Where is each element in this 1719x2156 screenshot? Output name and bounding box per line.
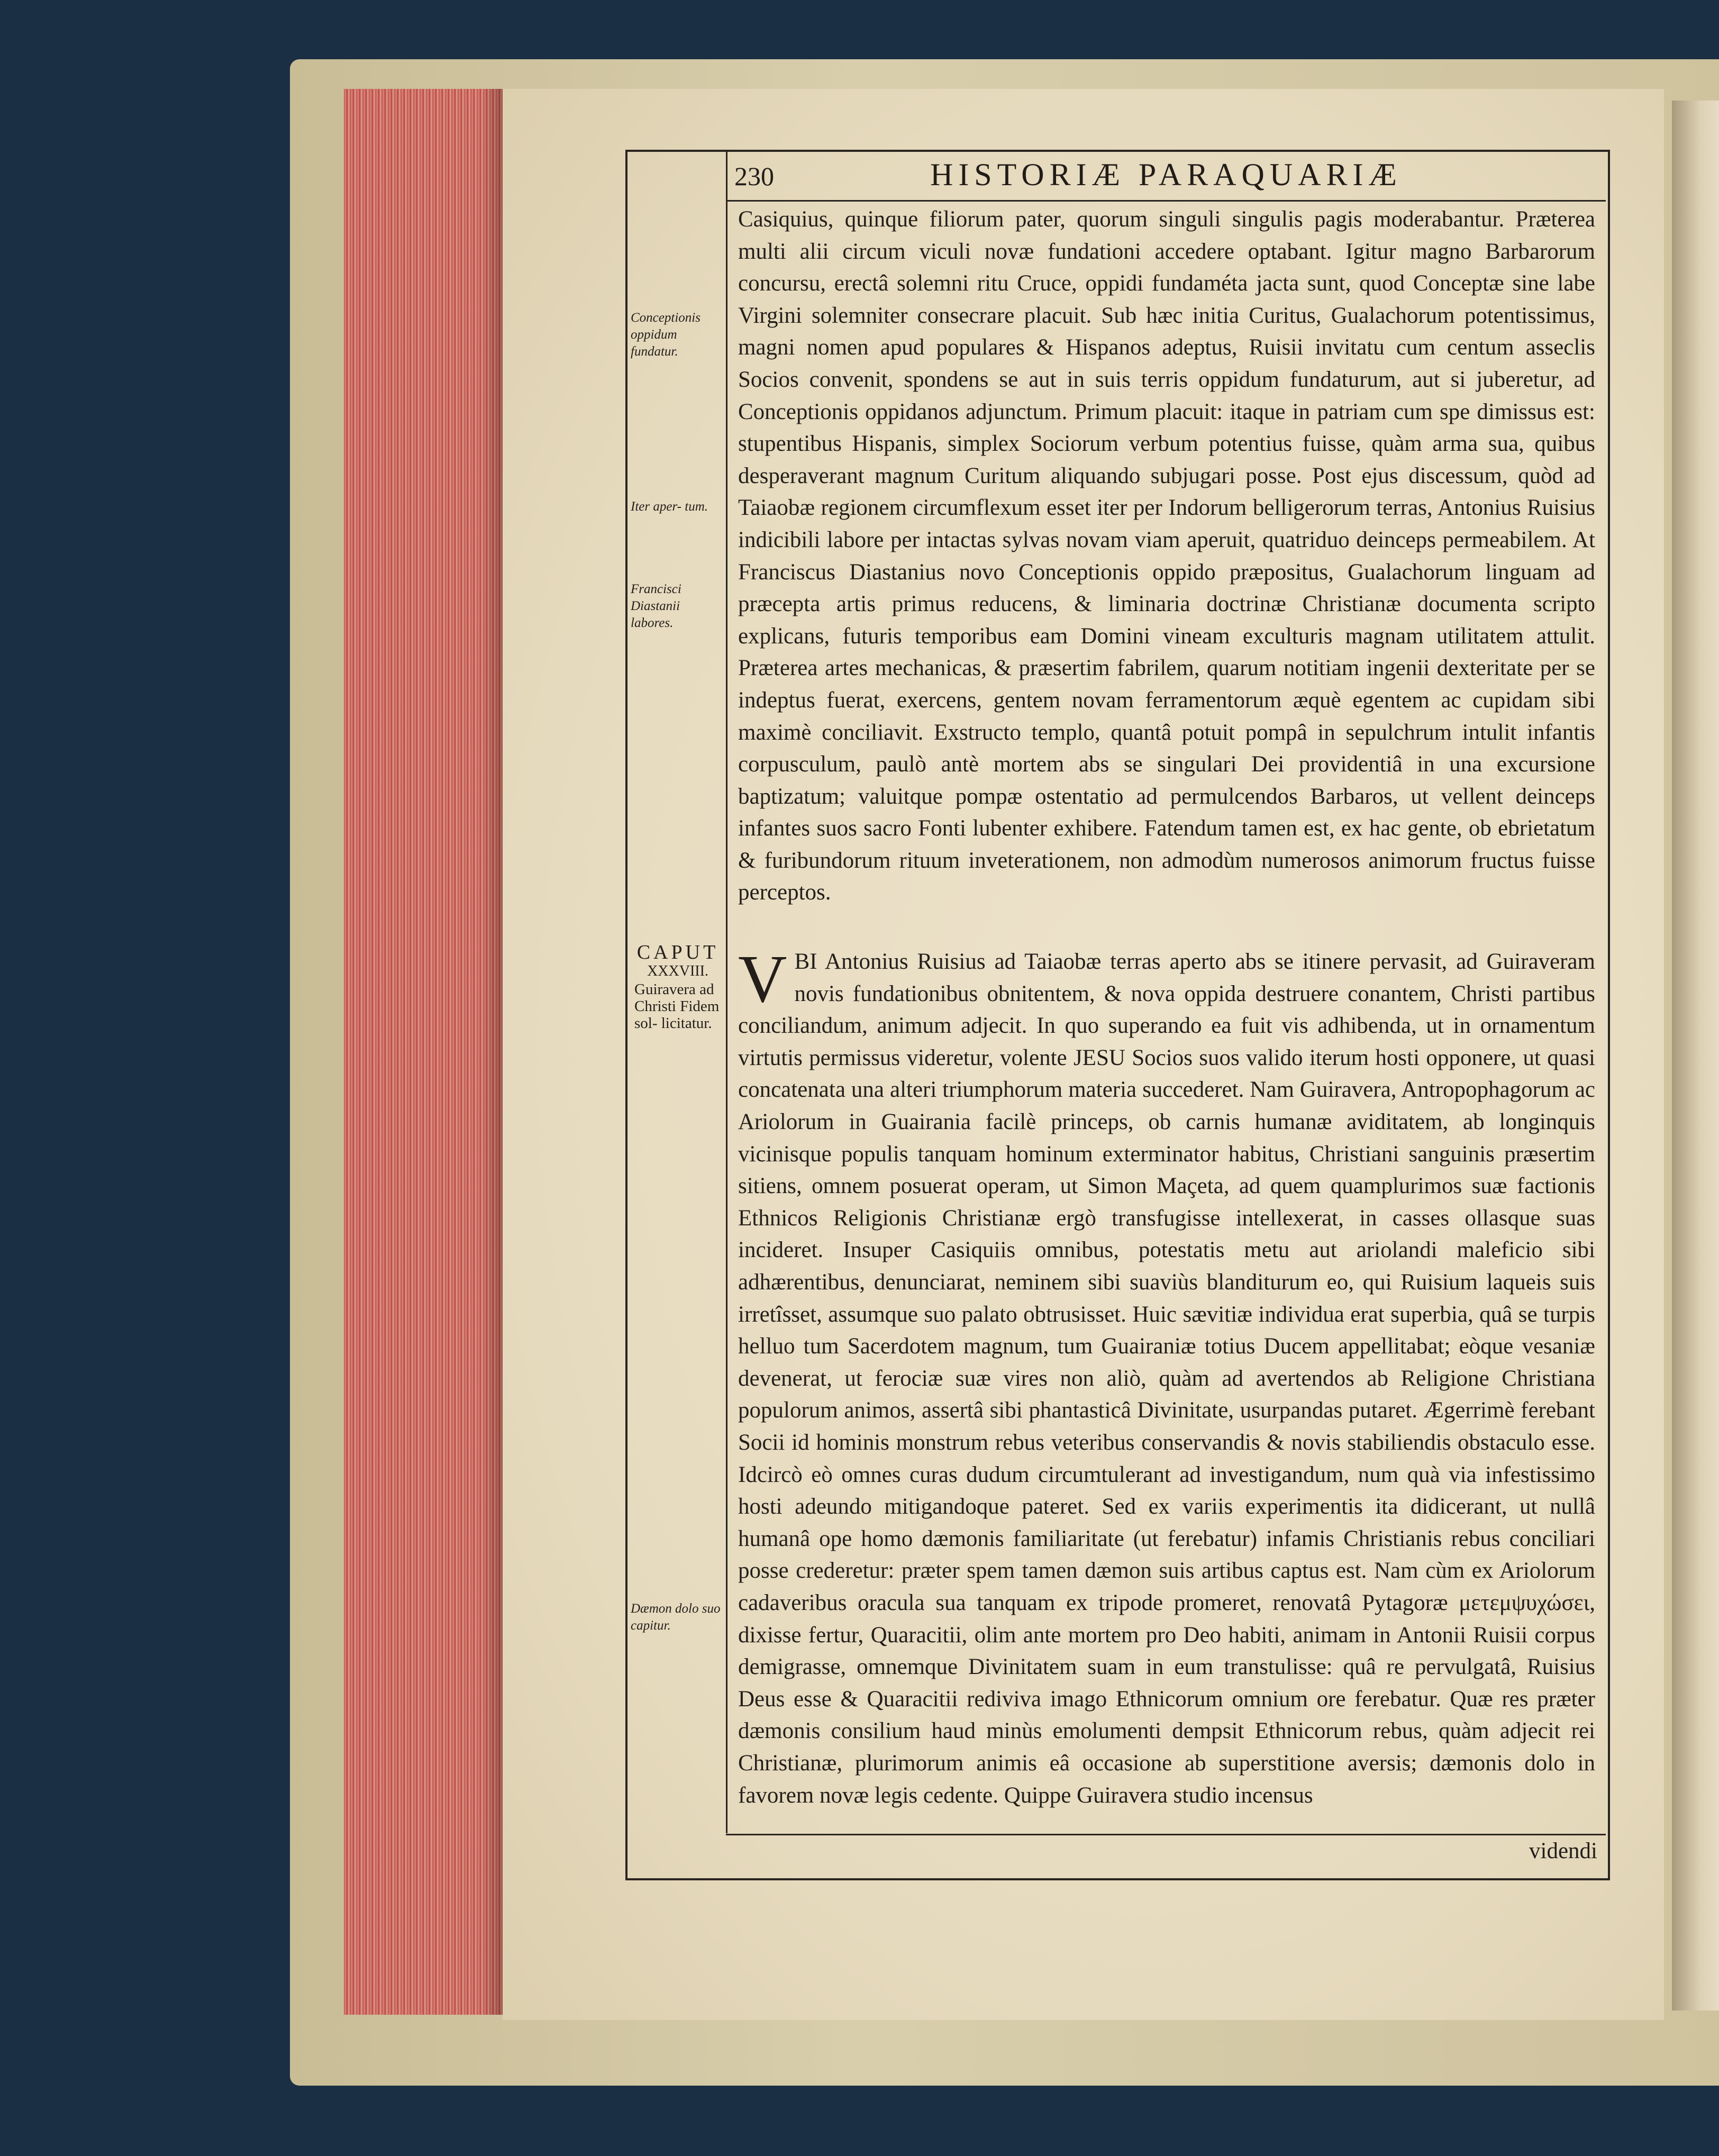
footer-rule — [726, 1834, 1606, 1835]
running-head — [734, 157, 1602, 199]
margin-divider — [726, 152, 727, 1833]
margin-note: Iter aper- tum. — [631, 499, 708, 514]
chapter-number: XXXVIII. — [647, 963, 708, 979]
page-number: 230 — [734, 161, 774, 191]
margin-note: Francisci Diastanii labores. — [631, 582, 681, 630]
paragraph-text: BI Antonius Ruisius ad Taiaobæ terras aperto abs se itinere pervasit, ad Guiraveram novis fundationibus obnitentem, & nova oppida destruere conantem, Christi partibus conciliandum, animum adjecit. In quo superando ea fuit vis adhibenda, ut in ornamentum virtutis permissus videretur, volente JESU Socios suos valido iterum hosti opponere, ut quasi concatenata una alteri triumphorum materia succederet. Nam Guiravera, Antropophagorum ac Ariolorum in Guairania facilè princeps, ob carnis humanæ aviditatem, ab longinquis vicinisque populis tanquam hominum exterminator habitus, Christiani sanguinis præsertim sitiens, omnem posuerat operam, ut Simon Maçeta, ad quem quamplurimos suæ factionis Ethnicos Religionis Christianæ ergò transfugisse intellexerat, in casses ollasque suas incideret. Insuper Casiquiis omnibus, potestatis metu aut ariolandi maleficio sibi adhærentibus, denunciarat, neminem sibi suaviùs blanditurum eo, qui Ruisium laqueis suis irretîsset, assumque suo palato obtrusisset. Huic sævitiæ individua erat superbia, quâ se turpis helluo tum Sacerdotem magnum, tum Guairaniæ totius Ducem appellitabat; eòque vesaniæ devenerat, ut ferociæ suæ vires non aliò, quàm ad avertendos ab Religione Christiana populorum animos, assertâ sibi phantasticâ Divinitate, usurpandas putaret. Ægerrimè ferebant Socii id hominis monstrum rebus veteribus conservandis & novis stabiliendis obstaculo esse. Idcircò eò omnes curas dudum circumtulerant ad investigandum, num quà via infestissimo hosti adeundo mitigandoque pateret. Sed ex variis experimentis ita didicerant, ut nullâ humanâ ope homo dæmonis familiaritate (ut ferebatur) infamis Christianis rebus conciliari posse crederetur: præter spem tamen dæmon suis artibus captus est. Nam cùm ex Ariolorum cadaveribus oracula sua tanquam ex tripode promeret, renovatâ Pytagoræ μετεμψυχώσει, dixisse fertur, Quaracitii, olim ante mortem pro Deo habiti, animam in Antonii Ruisii corpus demigrasse, omnemque Divinitatem suam in eum transtulisse: quâ re pervulgatâ, Ruisius Deus esse & Quaracitii rediviva imago Ethnicorum omnium ore ferebatur. Quæ res præter dæmonis consilium haud minùs emolumenti dempsit Ethnicorum rebus, quàm adjecit rei Christianæ, plurimorum animis eâ occasione ab superstitione aversis; dæmonis dolo in favorem novæ legis cedente. Quippe Guiravera studio incensus — [738, 949, 1595, 1808]
drop-cap: V — [738, 941, 787, 1017]
margin-note: Dæmon dolo suo capitur. — [631, 1602, 721, 1633]
chapter-heading — [632, 943, 723, 1032]
page-edges — [344, 89, 503, 2015]
chapter-summary: Guiravera ad Christi Fidem sol- licitatur. — [634, 981, 720, 1032]
paragraph — [738, 941, 1595, 1812]
chapter-label: CAPUT — [636, 941, 719, 963]
paragraph: Casiquius, quinque filiorum pater, quorum singuli singulis pagis moderabantur. Præterea multi alii circum viculi novæ fundationi accedere optabant. Igitur magno Barbarorum concursu, erectâ solemni ritu Cruce, oppidi fundaméta jacta sunt, quod Conceptæ sine labe Virgini solemniter consecrare placuit. Sub hæc initia Curitus, Gualachorum potentissimus, magni nomen apud populares & Hispanos adeptus, Ruisii invitatu cum centum asseclis Socios convenit, spondens se aut in suis terris oppidum fundaturum, aut si juberetur, ad Conceptionis oppidanos adjunctum. Primum placuit: itaque in patriam cum spe dimissus est: stupentibus Hispanis, simplex Sociorum verbum potentius fuisse, quàm arma sua, quibus desperaverant magnum Curitum aliquando subjugari posse. Post ejus discessum, quòd ad Taiaobæ regionem circumflexum esset iter per Indorum belligerorum terras, Antonius Ruisius indicibili labore per intactas sylvas novam viam aperuit, quatriduo deinceps permeabilem. At Franciscus Diastanius novo Conceptionis oppido præpositus, Gualachorum linguam ad præcepta artis primus reducens, & liminaria doctrinæ Christianæ documenta scripto explicans, futuris temporibus eam Domini vineam exculturis magnam utilitatem attulit. Præterea artes mechanicas, & præsertim fabrilem, quarum notitiam ingenii dexteritate per se indeptus fuerat, exercens, gentem novam ferramentorum æquè egentem ac cupidam sibi maximè conciliavit. Exstructo templo, quantâ potuit pompâ in sepulchrum intulit infantis corpusculum, paulò antè mortem abs se singulari Dei providentiâ in una excursione baptizatum; valuitque pompæ ostentatio ad permulcendos Barbaros, ut vellent deinceps infantes suos sacro Fonti lubenter exhibere. Fatendum tamen est, ex hac gente, ob ebrietatum & furibundorum rituum inveterationem, non admodùm numerosos animorum fructus fuisse perceptos. — [738, 207, 1595, 905]
margin-note: Conceptionis oppidum fundatur. — [631, 311, 701, 359]
running-title: HISTORIÆ PARAQUARIÆ — [930, 157, 1402, 192]
header-rule — [726, 200, 1606, 202]
catchword: videndi — [1529, 1839, 1597, 1863]
facing-page-edge — [1672, 101, 1719, 2011]
main-text — [738, 204, 1595, 1812]
